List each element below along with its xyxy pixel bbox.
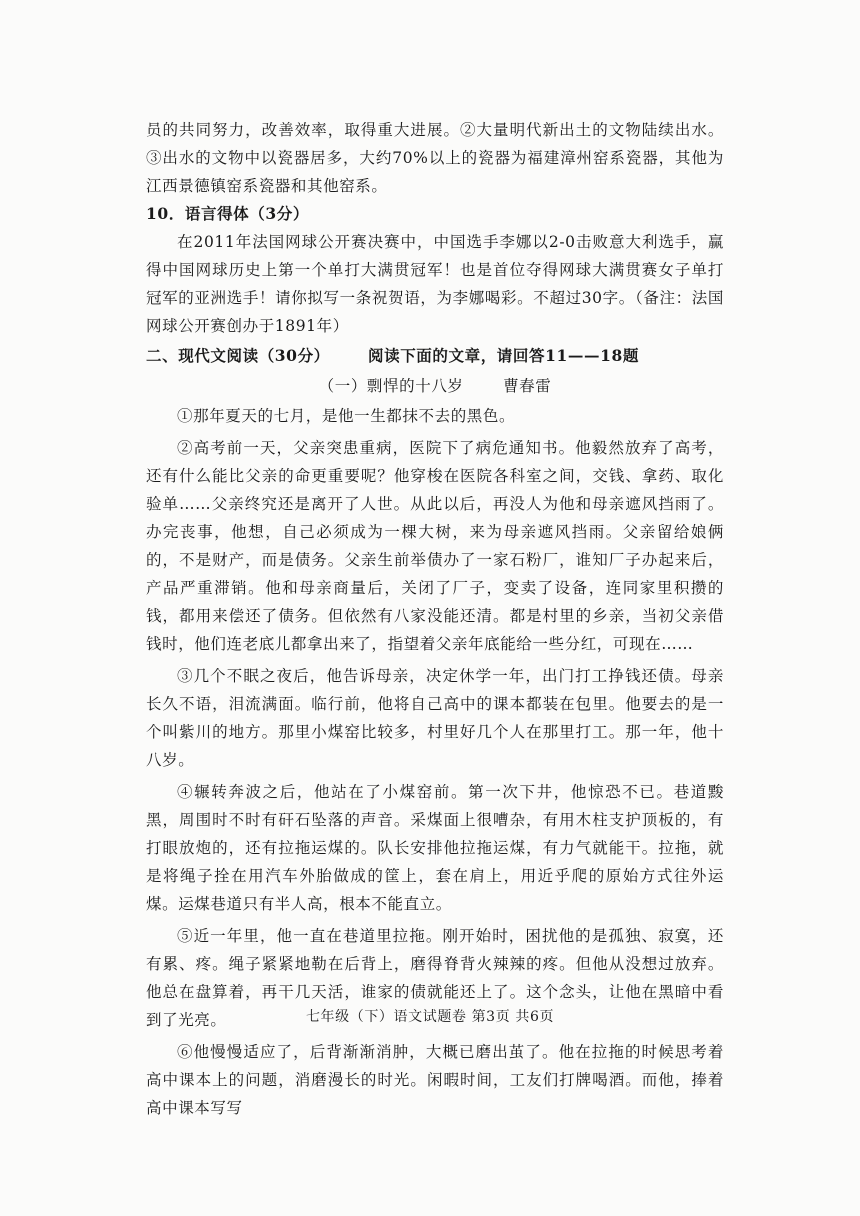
section-2-row — [146, 342, 724, 370]
article-paragraph-5: ⑤近一年里，他一直在巷道里拉拖。刚开始时，困扰他的是孤独、寂寞，还有累、疼。绳子紧紧地勒在后背上，磨得脊背火辣辣的疼。但他从没想过放弃。他总在盘算着，再干几天活，谁家的债就能还上了。这个念头，让他在黑暗中看到了光亮。 — [146, 927, 724, 1029]
article-paragraph-4: ④辗转奔波之后，他站在了小煤窑前。第一次下井，他惊恐不已。巷道黢黑，周围时不时有矸石坠落的声音。采煤面上很嘈杂，有用木柱支护顶板的，有打眼放炮的，还有拉拖运煤的。队长安排他拉拖运煤，有力气就能干。拉拖，就是将绳子拴在用汽车外胎做成的筐上，套在肩上，用近乎爬的原始方式往外运煤。运煤巷道只有半人高，根本不能直立。 — [146, 783, 724, 913]
passage-top-text: 员的共同努力，改善效率，取得重大进展。②大量明代新出土的文物陆续出水。③出水的文物中以瓷器居多，大约70%以上的瓷器为福建漳州窑系瓷器，其他为江西景德镇窑系瓷器和其他窑系。 — [146, 121, 724, 195]
question-10-body: 在2011年法国网球公开赛决赛中，中国选手李娜以2-0击败意大利选手，赢得中国网球历史上第一个单打大满贯冠军！也是首位夺得网球大满贯赛女子单打冠军的亚洲选手！请你拟写一条祝贺语，为李娜喝彩。不超过30字。（备注：法国网球公开赛创办于1891年） — [146, 233, 724, 335]
article-title: （一）剽悍的十八岁 — [318, 377, 464, 395]
article-paragraph-2: ②高考前一天，父亲突患重病，医院下了病危通知书。他毅然放弃了高考，还有什么能比父亲的命更重要呢？他穿梭在医院各科室之间，交钱、拿药、取化验单……父亲终究还是离开了人世。从此以后，再没人为他和母亲遮风挡雨了。办完丧事，他想，自己必须成为一棵大树，来为母亲遮风挡雨。父亲留给娘俩的，不是财产，而是债务。父亲生前举债办了一家石粉厂，谁知厂子办起来后，产品严重滞销。他和母亲商量后，关闭了厂子，变卖了设备，连同家里积攒的钱，都用来偿还了债务。但依然有八家没能还清。都是村里的乡亲，当初父亲借钱时，他们连老底儿都拿出来了，指望着父亲年底能给一些分红，可现在…… — [146, 439, 724, 653]
article-paragraph-6: ⑥他慢慢适应了，后背渐渐消肿，大概已磨出茧了。他在拉拖的时候思考着高中课本上的问题，消磨漫长的时光。闲暇时间，工友们打牌喝酒。而他，捧着高中课本写写 — [146, 1043, 724, 1117]
page-content — [146, 116, 724, 1122]
article-title-row — [146, 372, 724, 400]
section-2-heading: 二、现代文阅读（30分） — [146, 346, 330, 365]
article-paragraph-1: ①那年夏天的七月，是他一生都抹不去的黑色。 — [177, 407, 516, 425]
article-author: 曹春雷 — [503, 377, 552, 395]
question-10-heading: 10．语言得体（3分） — [146, 204, 309, 223]
page-footer: 七年级（下）语文试题卷 第3页 共6页 — [305, 1009, 555, 1025]
article-paragraph-3: ③几个不眠之夜后，他告诉母亲，决定休学一年，出门打工挣钱还债。母亲长久不语，泪流满面。临行前，他将自己高中的课本都装在包里。他要去的是一个叫紫川的地方。那里小煤窑比较多，村里好几个人在那里打工。那一年，他十八岁。 — [146, 667, 724, 769]
section-2-instruction: 阅读下面的文章，请回答11——18题 — [368, 346, 639, 365]
